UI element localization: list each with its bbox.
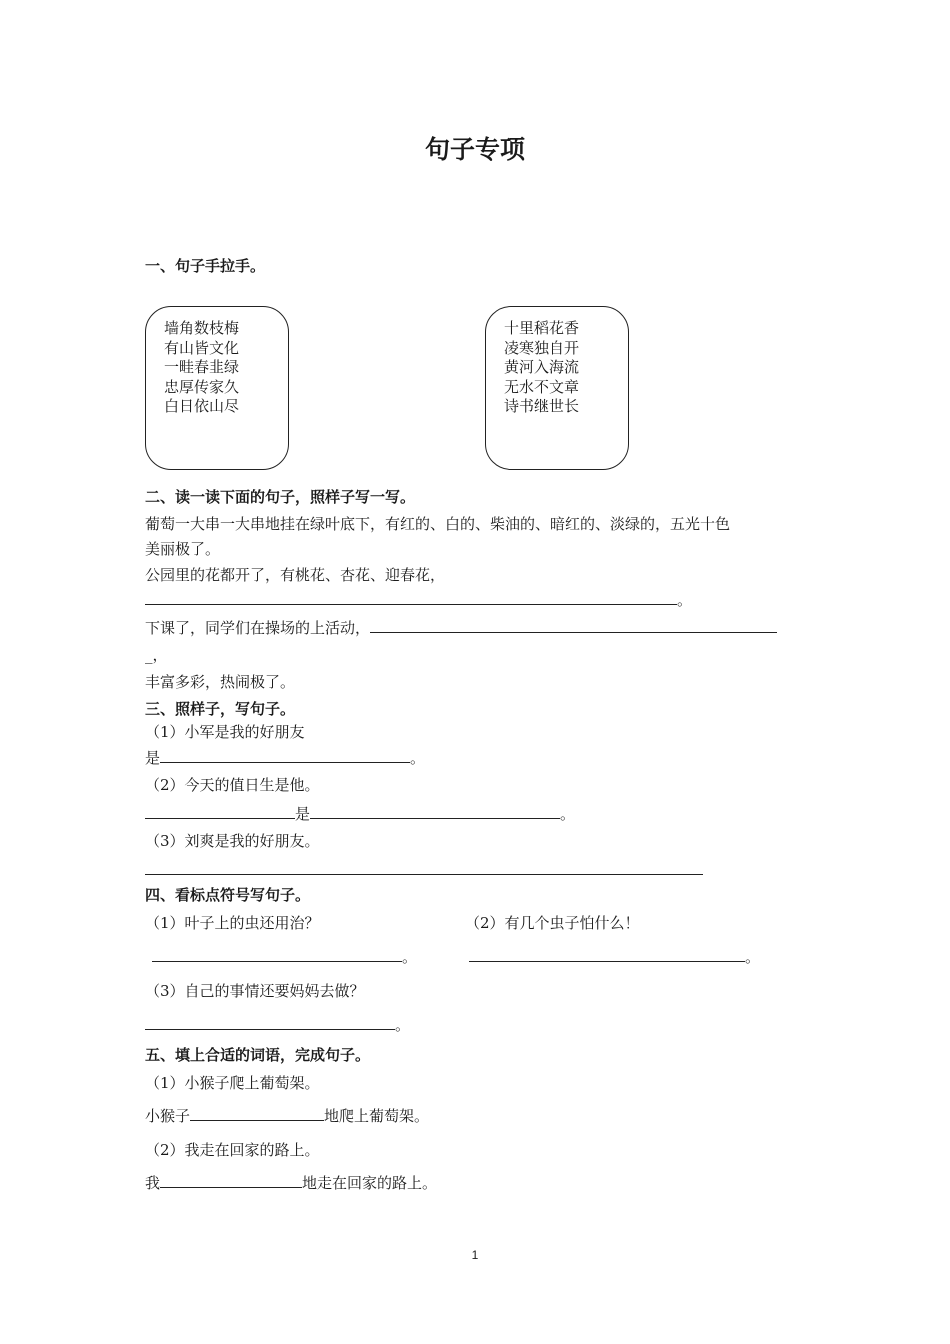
left-poem-line: 有山皆文化 [164,338,240,357]
section3-heading: 三、照样子，写句子。 [145,700,296,718]
period: 。 [677,591,693,609]
blank-line[interactable] [370,618,777,633]
section4-heading: 四、看标点符号写句子。 [145,886,311,904]
blank-line[interactable] [145,1015,395,1030]
answer-line-5-1[interactable] [145,1106,429,1126]
blank-line[interactable] [160,748,410,763]
left-poem-line: 墙角数枝梅 [164,319,240,337]
question-3-2: （2）今天的值日生是他。 [145,776,320,794]
question-4-2: （2）有几个虫子怕什么！ [465,914,640,932]
blank-line[interactable] [160,1173,302,1188]
before-text: 我 [145,1174,161,1192]
answer-line-3-2[interactable] [145,804,575,824]
period: 。 [410,749,426,767]
period: 。 [745,948,761,966]
period: 。 [402,948,418,966]
blank-line[interactable] [145,590,677,605]
answer-line-5-2[interactable] [145,1173,437,1193]
page-number: 1 [471,1248,479,1262]
blank-line[interactable] [469,947,745,962]
answer-line-4-2[interactable] [469,947,760,967]
question-2-2-ending: 丰富多彩，热闹极了。 [145,673,296,691]
prefix-text: 是 [145,749,161,767]
question-3-1: （1）小军是我的好朋友 [145,723,305,741]
answer-line-4-3[interactable] [145,1015,410,1035]
blank-line[interactable] [152,947,402,962]
answer-line-4-1[interactable] [152,947,417,967]
right-poem-line: 黄河入海流 [504,358,580,376]
period: 。 [395,1016,411,1034]
right-poem-lines [504,319,579,417]
right-poem-line: 无水不文章 [504,377,580,396]
question-2-1: 公园里的花都开了，有桃花、杏花、迎春花， [145,566,446,584]
blank-line[interactable] [145,804,295,819]
question-5-1: （1）小猴子爬上葡萄架。 [145,1074,320,1092]
question-4-1: （1）叶子上的虫还用治？ [145,914,320,932]
question-5-2: （2）我走在回家的路上。 [145,1141,320,1159]
example-sentence-line2: 美丽极了。 [145,540,221,558]
right-poem-line: 十里稻花香 [504,319,580,337]
question-2-2-continuation: _， [145,646,168,664]
blank-line[interactable] [190,1106,324,1121]
before-text: 小猴子 [145,1107,191,1125]
after-text: 地走在回家的路上。 [302,1174,438,1192]
section5-heading: 五、填上合适的词语，完成句子。 [145,1046,371,1064]
left-poem-line: 忠厚传家久 [164,377,240,396]
after-text: 地爬上葡萄架。 [324,1107,430,1125]
question-2-2 [145,618,777,638]
left-poem-line: 白日依山尽 [164,397,240,415]
left-poem-line: 一畦春韭绿 [164,358,240,376]
left-poem-lines [164,319,239,417]
question-3-3: （3）刘爽是我的好朋友。 [145,832,320,850]
right-poem-line: 凌寒独自开 [504,338,580,357]
section2-heading: 二、读一读下面的句子，照样子写一写。 [145,488,416,506]
answer-line-3-3[interactable] [145,874,703,875]
section1-heading: 一、句子手拉手。 [145,257,266,275]
period: 。 [560,805,576,823]
middle-text: 是 [295,805,311,823]
question-4-3: （3）自己的事情还要妈妈去做？ [145,982,365,1000]
page-title: 句子专项 [424,135,525,164]
blank-line[interactable] [310,804,560,819]
question-2-2-text: 下课了，同学们在操场的上活动， [145,619,371,637]
example-sentence-line1: 葡萄一大串一大串地挂在绿叶底下，有红的、白的、柴油的、暗红的、淡绿的，五光十色 [145,515,731,533]
answer-line-2-1[interactable] [145,590,692,610]
left-poem-box [145,306,289,470]
answer-line-3-1[interactable] [145,748,425,768]
right-poem-line: 诗书继世长 [504,397,580,415]
right-poem-box [485,306,629,470]
